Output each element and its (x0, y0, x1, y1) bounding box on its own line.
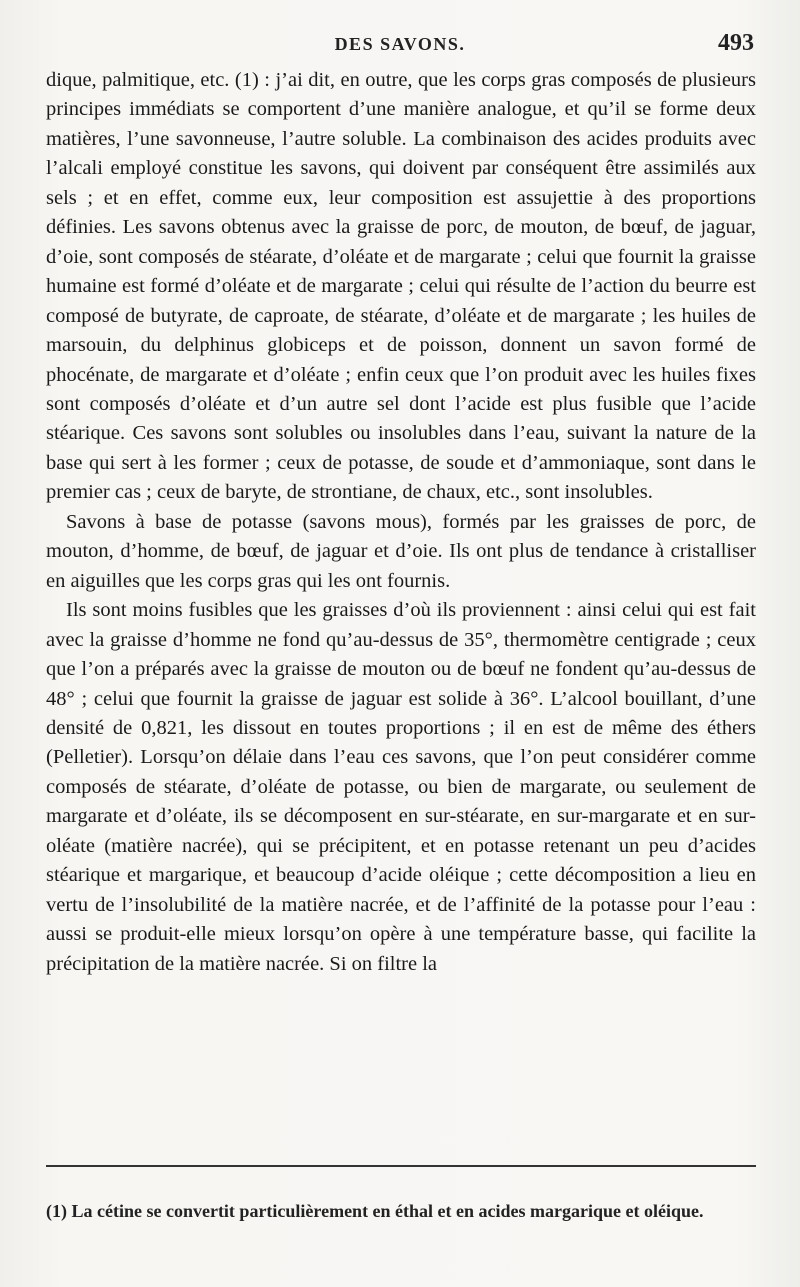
footnote: (1) La cétine se convertit particulièrement en éthal et en acides margarique et oléique. (46, 1201, 704, 1221)
paragraph: dique, palmitique, etc. (1) : j’ai dit, en outre, que les corps gras composés de plusieurs principes immédiats se comportent d’une manière analogue, et qu’il se forme deux matières, l’une savonneuse, l’autre soluble. La combinaison des acides produits avec l’alcali employé constitue les savons, qui doivent par conséquent être assimilés aux sels ; et en effet, comme eux, leur composition est assujettie à des proportions définies. Les savons obtenus avec la graisse de porc, de mouton, de bœuf, de jaguar, d’oie, sont composés de stéarate, d’oléate et de margarate ; celui que fournit la graisse humaine est formé d’oléate et de margarate ; celui qui résulte de l’action du beurre est composé de butyrate, de caproate, de stéarate, d’oléate et de margarate ; les huiles de marsouin, du delphinus globiceps et de poisson, donnent un savon formé de phocénate, de margarate et d’oléate ; enfin ceux que l’on produit avec les huiles fixes sont composés d’oléate et d’un autre sel dont l’acide est plus fusible que l’acide stéarique. Ces savons sont solubles ou insolubles dans l’eau, suivant la nature de la base qui sert à les former ; ceux de potasse, de soude et d’ammoniaque, sont dans le premier cas ; ceux de baryte, de strontiane, de chaux, etc., sont insolubles. (46, 69, 756, 504)
running-head: DES SAVONS. (334, 34, 466, 54)
body-text (46, 66, 756, 979)
paragraph: Ils sont moins fusibles que les graisses d’où ils proviennent : ainsi celui qui est fait avec la graisse d’homme ne fond qu’au-dessus de 35°, thermomètre centigrade ; ceux que l’on a préparés avec la graisse de mouton ou de bœuf ne fondent qu’au-dessus de 48° ; celui que fournit la graisse de jaguar est solide à 36°. L’alcool bouillant, d’une densité de 0,821, les dissout en toutes proportions ; il en est de même des éthers (Pelletier). Lorsqu’on délaie dans l’eau ces savons, que l’on peut considérer comme composés de stéarate, d’oléate de potasse, ou bien de margarate, ou seulement de margarate et d’oléate, ils se décomposent en sur-stéarate, en sur-margarate et en sur-oléate (matière nacrée), qui se précipitent, et en potasse retenant un peu d’acides stéarique et margarique, et beaucoup d’acide oléique ; cette décomposition a lieu en vertu de l’insolubilité de la matière nacrée, et de l’affinité de la potasse pour l’eau : aussi se produit-elle mieux lorsqu’on opère à une température basse, qui facilite la précipitation de la matière nacrée. Si on filtre la (46, 599, 756, 975)
paragraph: Savons à base de potasse (savons mous), formés par les graisses de porc, de mouton, d’homme, de bœuf, de jaguar et d’oie. Ils ont plus de tendance à cristalliser en aiguilles que les corps gras qui les ont fournis. (46, 510, 756, 592)
page-number: 493 (718, 30, 754, 56)
footnote-rule (46, 1165, 756, 1167)
page-header (46, 30, 754, 60)
